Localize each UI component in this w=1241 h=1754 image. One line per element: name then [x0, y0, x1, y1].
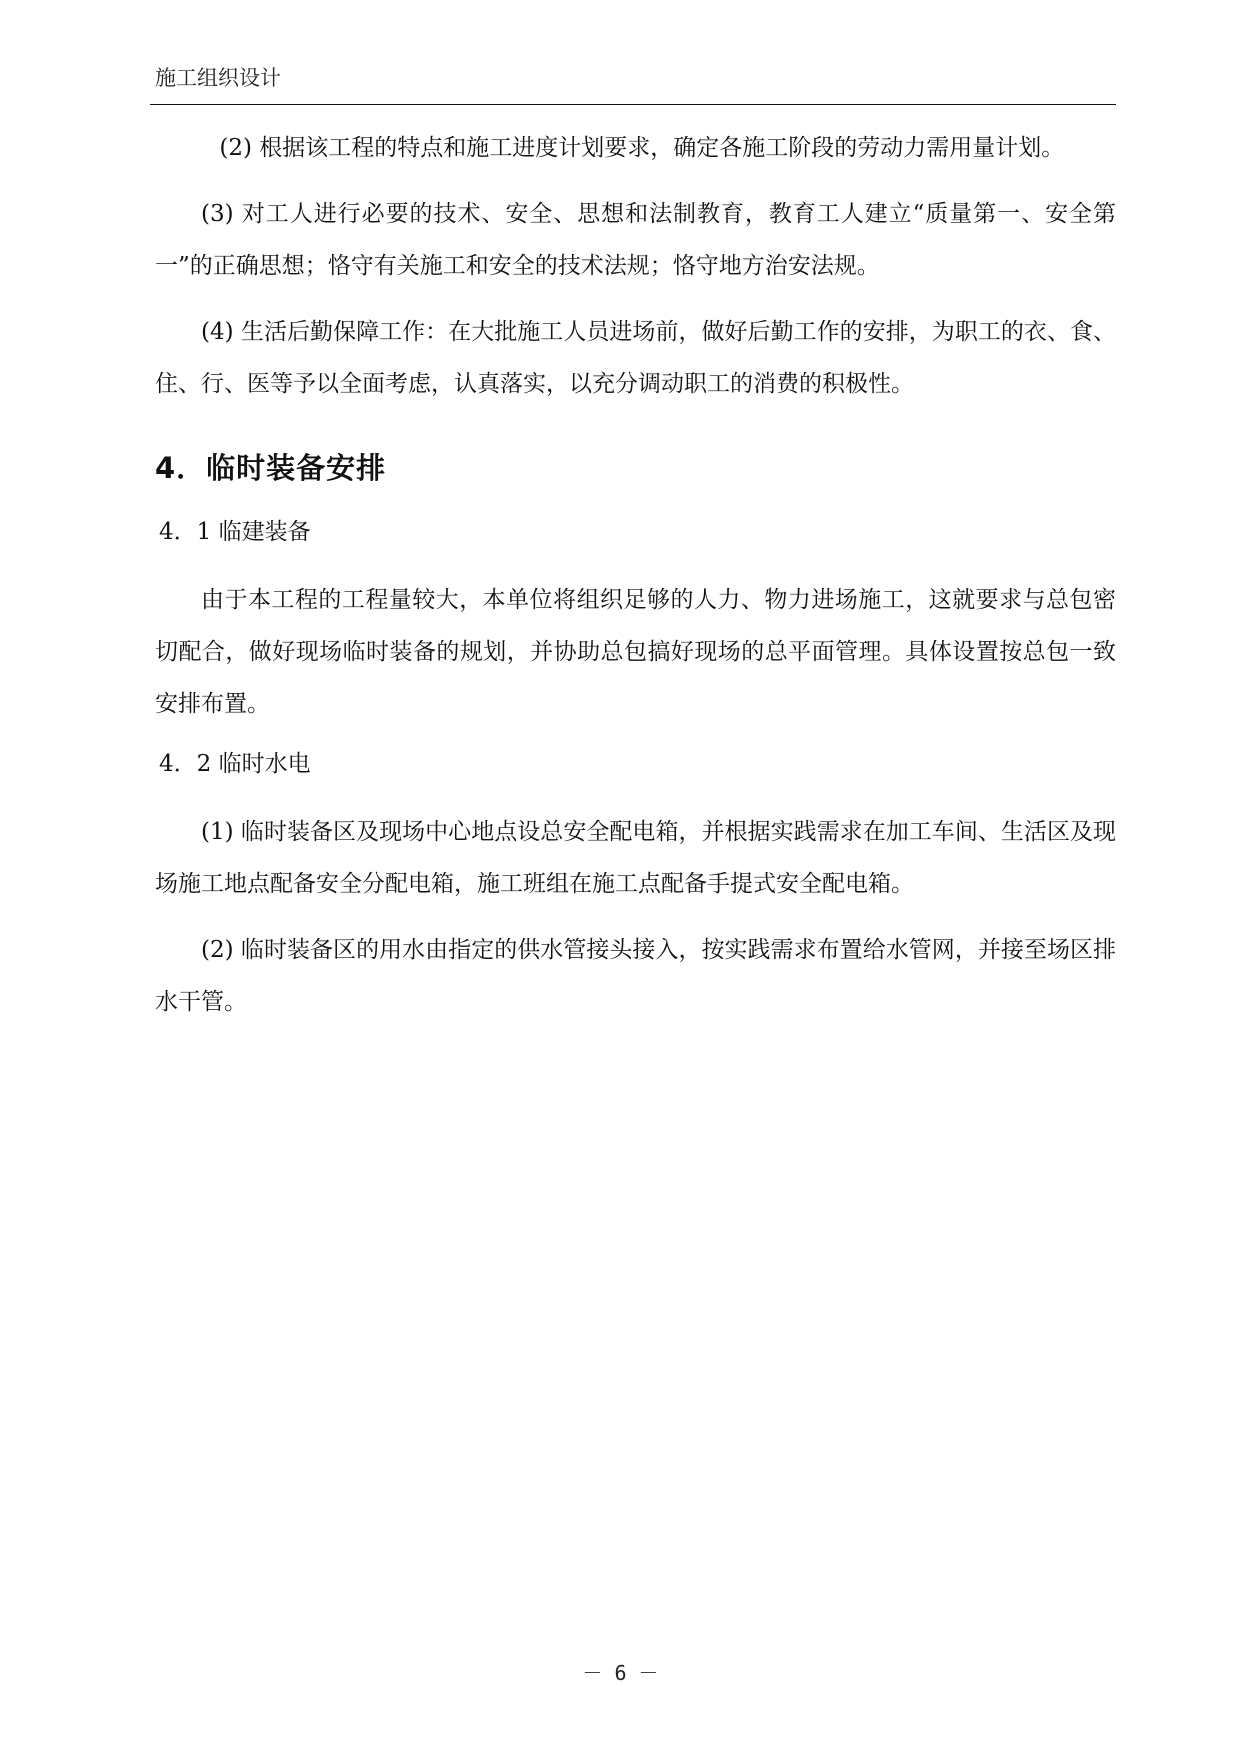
- paragraph-power-distribution: (1) 临时装备区及现场中心地点设总安全配电箱，并根据实践需求在加工车间、生活区及现场施工地点配备安全分配电箱，施工班组在施工点配备手提式安全配电箱。: [155, 819, 1116, 897]
- page-number: － 6 －: [582, 1661, 659, 1685]
- running-header: 施工组织设计: [155, 66, 281, 90]
- subsection-heading-temporary-facilities: 4．1 临建装备: [159, 519, 311, 545]
- paragraph-logistics: (4) 生活后勤保障工作：在大批施工人员进场前，做好后勤工作的安排，为职工的衣、食、住、行、医等予以全面考虑，认真落实，以充分调动职工的消费的积极性。: [155, 319, 1116, 397]
- section-heading-temporary-equipment: 4．临时装备安排: [155, 451, 387, 485]
- paragraph-temporary-facilities: 由于本工程的工程量较大，本单位将组织足够的人力、物力进场施工，这就要求与总包密切配合，做好现场临时装备的规划，并协助总包搞好现场的总平面管理。具体设置按总包一致安排布置。: [155, 587, 1116, 717]
- page-body: [155, 122, 1116, 1042]
- subsection-heading-water-electricity: 4．2 临时水电: [159, 751, 311, 777]
- paragraph-water-supply: (2) 临时装备区的用水由指定的供水管接头接入，按实践需求布置给水管网，并接至场区排水干管。: [155, 937, 1116, 1015]
- paragraph-labor-plan: (2) 根据该工程的特点和施工进度计划要求，确定各施工阶段的劳动力需用量计划。: [219, 135, 1065, 161]
- header-divider: [150, 104, 1116, 105]
- paragraph-worker-education: (3) 对工人进行必要的技术、安全、思想和法制教育，教育工人建立“质量第一、安全第一”的正确思想；恪守有关施工和安全的技术法规；恪守地方治安法规。: [155, 201, 1116, 279]
